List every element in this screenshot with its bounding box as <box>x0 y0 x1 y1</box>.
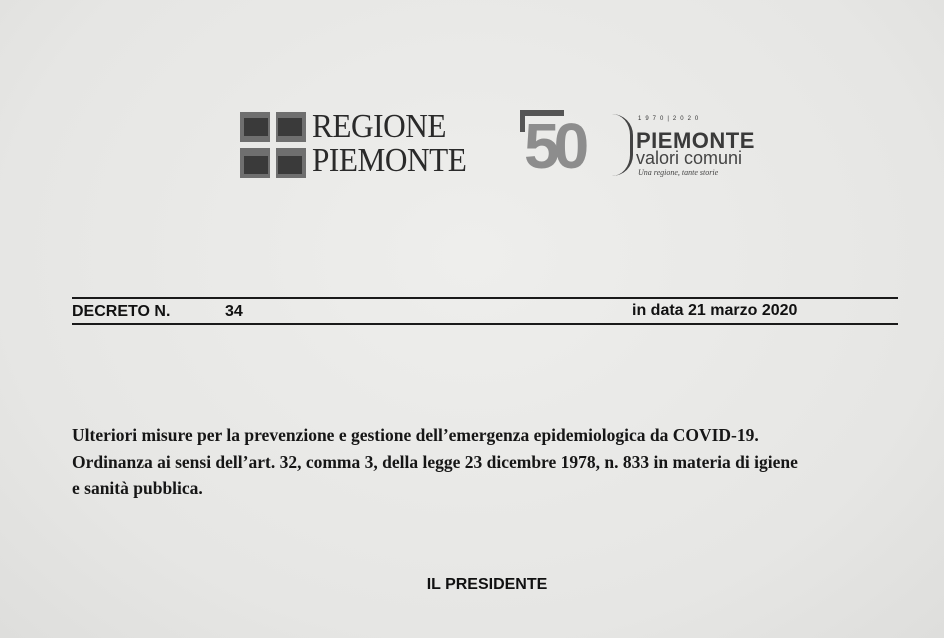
logo-line-2: PIEMONTE <box>312 142 467 179</box>
piemonte-50-logo <box>518 108 758 182</box>
anniversary-subtitle: valori comuni <box>636 148 743 168</box>
signatory-heading: IL PRESIDENTE <box>426 576 548 593</box>
logo-line-1: REGIONE <box>312 108 447 145</box>
subject-line-2: Ordinanza ai sensi dell’art. 32, comma 3, della legge 23 dicembre 1978, n. 833 in materia di igiene <box>72 451 798 472</box>
subject-line-1: Ulteriori misure per la prevenzione e gestione dell’emergenza epidemiologica da COVID-19. <box>72 425 759 445</box>
regione-piemonte-logo <box>240 110 470 182</box>
divider-bottom <box>72 323 898 325</box>
decree-label: DECRETO N. <box>72 303 171 320</box>
decree-number: 34 <box>225 303 243 320</box>
regione-piemonte-emblem-icon <box>240 112 306 178</box>
anniversary-title: PIEMONTE <box>636 128 755 153</box>
decree-date: in data 21 marzo 2020 <box>632 302 798 319</box>
anniversary-number: 50 <box>524 110 584 182</box>
decree-subject <box>72 422 900 502</box>
anniversary-tagline: Una regione, tante storie <box>638 168 719 177</box>
anniversary-years: 1970|2020 <box>638 116 703 122</box>
subject-line-3: e sanità pubblica. <box>72 478 203 498</box>
divider-top <box>72 297 898 299</box>
